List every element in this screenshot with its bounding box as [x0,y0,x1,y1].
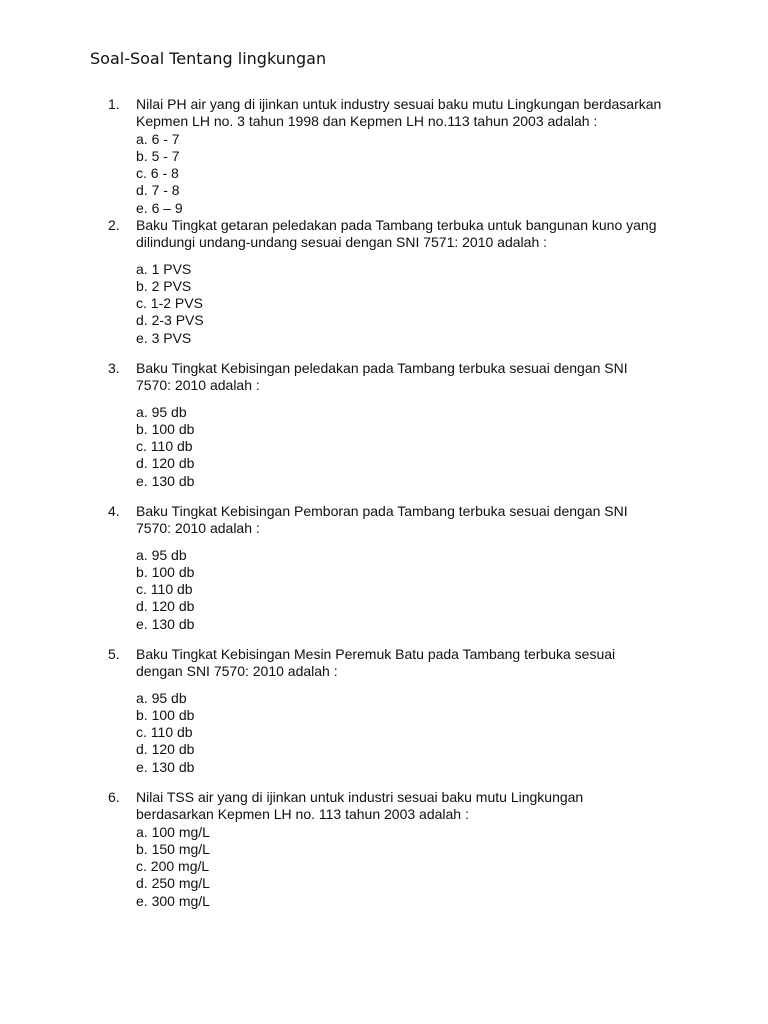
answer-option-a: a. 95 db [136,689,187,706]
answer-options [136,261,708,347]
question-6 [108,789,708,910]
answer-option-d: d. 120 db [136,455,195,472]
question-text: Baku Tingkat Kebisingan Pemboran pada Tambang terbuka sesuai dengan SNI 7570: 2010 adalah : [136,503,628,537]
answer-option-c: c. 110 db [136,581,193,598]
answer-option-a: a. 1 PVS [136,260,192,277]
question-body [136,96,708,217]
answer-option-c: c. 110 db [136,724,193,741]
answer-option-d: d. 120 db [136,741,195,758]
question-body [136,217,708,347]
answer-option-b: b. 100 db [136,563,195,580]
question-3 [108,360,708,490]
answer-option-e: e. 130 db [136,758,195,775]
answer-options [136,547,708,633]
answer-options [136,131,708,217]
question-number: 5. [108,646,120,662]
answer-option-d: d. 250 mg/L [136,875,210,892]
document-title: Soal-Soal Tentang lingkungan [90,49,327,68]
answer-option-c: c. 200 mg/L [136,858,210,875]
question-body [136,503,708,633]
question-text: Baku Tingkat Kebisingan Mesin Peremuk Batu pada Tambang terbuka sesuai dengan SNI 7570: 2010 adalah : [136,646,616,680]
answer-option-b: b. 100 db [136,420,195,437]
answer-option-a: a. 95 db [136,546,187,563]
answer-option-b: b. 5 - 7 [136,147,180,164]
answer-option-b: b. 150 mg/L [136,840,210,857]
answer-option-c: c. 1-2 PVS [136,295,203,312]
question-text: Baku Tingkat getaran peledakan pada Tambang terbuka untuk bangunan kuno yang dilindungi undang-undang sesuai dengan SNI 7571: 2010 adalah : [136,217,657,251]
question-4 [108,503,708,633]
question-text: Nilai PH air yang di ijinkan untuk industry sesuai baku mutu Lingkungan berdasarkan Kepmen LH no. 3 tahun 1998 dan Kepmen LH no.113 tahun 2003 adalah : [136,96,662,130]
answer-option-e: e. 6 – 9 [136,199,183,216]
answer-option-b: b. 100 db [136,706,195,723]
question-number: 1. [108,96,120,112]
answer-options [136,690,708,776]
answer-option-c: c. 6 - 8 [136,165,179,182]
question-body [136,646,708,776]
answer-option-e: e. 130 db [136,615,195,632]
answer-options [136,404,708,490]
question-body [136,789,708,910]
question-number: 4. [108,503,120,519]
answer-option-d: d. 2-3 PVS [136,312,204,329]
question-number: 6. [108,789,120,805]
question-number: 3. [108,360,120,376]
question-text: Nilai TSS air yang di ijinkan untuk industri sesuai baku mutu Lingkungan berdasarkan Kepmen LH no. 113 tahun 2003 adalah : [136,789,584,823]
answer-option-a: a. 95 db [136,403,187,420]
answer-option-a: a. 100 mg/L [136,823,210,840]
answer-option-c: c. 110 db [136,438,193,455]
answer-option-e: e. 300 mg/L [136,892,210,909]
answer-option-d: d. 7 - 8 [136,182,180,199]
question-body [136,360,708,490]
question-text: Baku Tingkat Kebisingan peledakan pada Tambang terbuka sesuai dengan SNI 7570: 2010 adalah : [136,360,628,394]
question-1 [108,96,708,217]
question-2 [108,217,708,347]
answer-option-d: d. 120 db [136,598,195,615]
answer-option-b: b. 2 PVS [136,277,192,294]
question-5 [108,646,708,776]
answer-option-e: e. 130 db [136,472,195,489]
answer-options [136,824,708,910]
question-number: 2. [108,217,120,233]
answer-option-a: a. 6 - 7 [136,130,180,147]
answer-option-e: e. 3 PVS [136,329,192,346]
